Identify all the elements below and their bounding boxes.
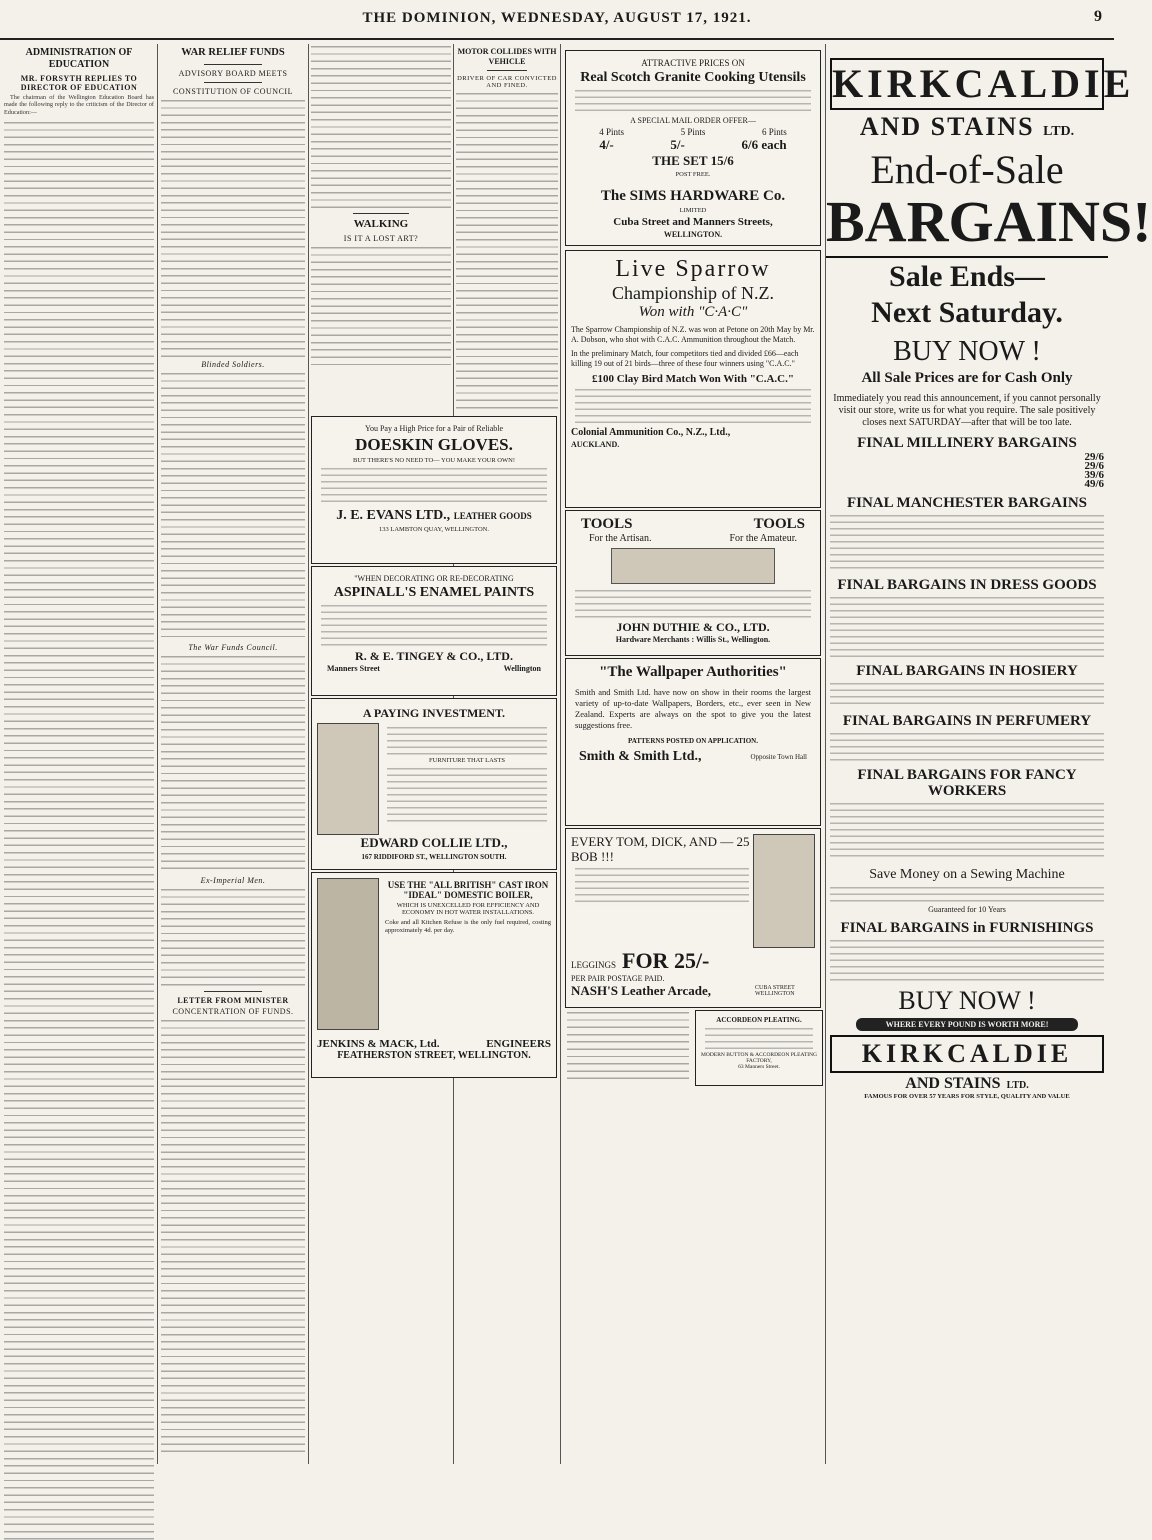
ad-accordeon	[695, 1006, 823, 1090]
divider	[487, 70, 528, 71]
ad-text: WHICH IS UNEXCELLED FOR EFFICIENCY AND ECONOMY IN HOT WATER INSTALLATIONS.	[396, 902, 540, 916]
leggings-illustration	[753, 834, 815, 948]
sale-ends: Sale Ends—	[826, 256, 1108, 294]
section-hosiery: FINAL BARGAINS IN HOSIERY	[856, 663, 1078, 679]
ad-text: "WHEN DECORATING OR RE-DECORATING	[354, 574, 514, 583]
furniture-illustration	[317, 723, 379, 835]
next-saturday: Next Saturday.	[871, 296, 1063, 329]
and-stains-bottom: AND STAINS	[905, 1075, 1001, 1092]
size-label: 6 Pints	[761, 127, 787, 137]
column-3-text	[311, 44, 451, 354]
ad-body	[705, 1026, 813, 1050]
ad-paragraph: The Sparrow Championship of N.Z. was won at Petone on 20th May by Mr. A. Dobson, who shot with C.A.C. Ammunition throughout the Match.	[571, 325, 815, 344]
ad-street: Manners Street	[327, 664, 380, 673]
divider	[353, 213, 409, 214]
article-heading: WALKING	[353, 218, 409, 230]
ad-text: Coke and all Kitchen Refuse is the only fuel required, costing approximately 4d. per day.	[385, 919, 551, 934]
ad-title: ASPINALL'S ENAMEL PAINTS	[333, 585, 535, 600]
and-stains: AND STAINS	[859, 112, 1035, 141]
post-free: POST FREE.	[675, 171, 711, 178]
ad-collie	[309, 694, 559, 874]
article-subheading: DRIVER OF CAR CONVICTED AND FINED.	[457, 75, 557, 90]
ad-paragraph: Smith and Smith Ltd. have now on show in their rooms the largest variety of up-to-date Wallpapers, Borders, etc., ever seen in New Zealand. Experts are always on the spot to give you the latest suggestions free.	[575, 687, 811, 730]
ad-address: Hardware Merchants : Willis St., Wellington.	[615, 635, 771, 644]
ad-price: FOR 25/-	[622, 948, 710, 973]
ad-subtitle: For the Artisan.	[589, 533, 652, 544]
article-body	[161, 371, 305, 641]
ad-address: 63 Manners Street.	[738, 1064, 780, 1070]
section-sewing: Save Money on a Sewing Machine	[869, 867, 1065, 882]
buy-now: BUY NOW !	[893, 336, 1041, 367]
ad-firm: MODERN BUTTON & ACCORDEON PLEATING FACTORY,	[701, 1052, 818, 1064]
ad-viavi	[563, 1006, 693, 1086]
article-body	[161, 887, 305, 987]
ad-title: A PAYING INVESTMENT.	[362, 706, 506, 720]
article-subheading: CONSTITUTION OF COUNCIL	[173, 86, 293, 96]
ad-address: 167 RIDDIFORD ST., WELLINGTON SOUTH.	[361, 853, 507, 861]
ad-firm: Smith & Smith Ltd.,	[579, 749, 702, 764]
ad-subtitle: PER PAIR POSTAGE PAID.	[571, 974, 665, 983]
divider	[204, 82, 262, 83]
ad-subtitle: PATTERNS POSTED ON APPLICATION.	[628, 737, 758, 745]
ad-title: DOESKIN GLOVES.	[355, 435, 513, 454]
pound-slogan: WHERE EVERY POUND IS WORTH MORE!	[856, 1018, 1078, 1031]
section-perfumery: FINAL BARGAINS IN PERFUMERY	[842, 713, 1092, 729]
section-millinery: FINAL MILLINERY BARGAINS	[857, 435, 1077, 451]
ad-nash	[563, 824, 823, 1012]
ad-firm: EDWARD COLLIE LTD.,	[360, 835, 508, 850]
ad-firm: J. E. EVANS LTD.,	[336, 508, 451, 523]
article-heading: ADMINISTRATION OF EDUCATION	[25, 47, 133, 70]
ad-body	[321, 603, 547, 647]
ad-address: FEATHERSTON STREET, WELLINGTON.	[337, 1050, 531, 1061]
section-body	[830, 731, 1104, 761]
section-body	[830, 885, 1104, 903]
ad-address: Opposite Town Hall	[750, 753, 807, 761]
ad-title: EVERY TOM, DICK, AND — 25 BOB !!!	[571, 834, 750, 864]
article-lead: The chairman of the Wellington Education Board has made the following reply to the criticism of the Director of Education:—	[4, 94, 154, 116]
column-motor	[456, 44, 558, 404]
ad-body	[567, 1010, 689, 1080]
section-furnishings: FINAL BARGAINS in FURNISHINGS	[840, 920, 1094, 936]
ad-subtitle: For the Amateur.	[729, 533, 797, 544]
article-subheading: ADVISORY BOARD MEETS	[178, 68, 288, 78]
ad-text: ATTRACTIVE PRICES ON	[641, 58, 745, 68]
article-subheading: MR. FORSYTH REPLIES TO DIRECTOR OF EDUCATION	[20, 74, 138, 92]
article-heading: WAR RELIEF FUNDS	[181, 47, 285, 58]
section-heading: The War Funds Council.	[188, 642, 278, 652]
store-footer: FAMOUS FOR OVER 57 YEARS FOR STYLE, QUALITY AND VALUE	[864, 1093, 1070, 1100]
ad-paragraph: In the preliminary Match, four competitors tied and divided £66—each killing 19 out of 21 birds—three of these four winners using "C.A.C."	[571, 349, 799, 368]
tools-illustration	[611, 548, 775, 584]
ad-body	[575, 866, 749, 906]
article-body	[311, 44, 451, 209]
ad-sims	[563, 46, 823, 250]
ltd-label: LTD.	[1043, 124, 1075, 139]
ad-body	[321, 466, 547, 502]
article-body	[311, 245, 451, 365]
ad-firm: JOHN DUTHIE & CO., LTD.	[616, 620, 770, 634]
price: 49/6	[1084, 478, 1104, 490]
store-name-bottom: KIRKCALDIE	[830, 1035, 1104, 1073]
price-label: 5/-	[670, 137, 685, 152]
ad-jenkins	[309, 868, 559, 1082]
intro-text: Immediately you read this announcement, if you cannot personally visit our store, write us for what you require. The sale positively closes next SATURDAY—after that will be too late.	[833, 393, 1101, 428]
article-body	[161, 98, 305, 358]
article-body	[161, 654, 305, 874]
ad-firm-tail: LEATHER GOODS	[453, 511, 532, 521]
section-body	[830, 513, 1104, 571]
ad-firm: JENKINS & MACK, Ltd.	[317, 1038, 440, 1050]
section-body	[830, 938, 1104, 984]
masthead	[0, 0, 1114, 40]
divider	[204, 991, 262, 992]
ad-body	[387, 766, 547, 826]
ad-kirkcaldie	[826, 50, 1152, 1460]
ad-title: Real Scotch Granite Cooking Utensils	[580, 70, 806, 85]
ad-subtitle: £100 Clay Bird Match Won With "C.A.C."	[592, 373, 794, 385]
ad-body	[575, 588, 811, 618]
ad-offer: A SPECIAL MAIL ORDER OFFER—	[630, 116, 756, 125]
ad-city: AUCKLAND.	[571, 440, 620, 449]
divider	[204, 64, 262, 65]
price: 39/6	[1084, 469, 1104, 481]
ad-tools	[563, 506, 823, 660]
section-heading: LETTER FROM MINISTER	[177, 995, 289, 1005]
ad-city: Wellington	[503, 664, 541, 673]
ad-title: TOOLS	[581, 516, 633, 532]
ad-aspinall	[309, 562, 559, 700]
section-heading: CONCENTRATION OF FUNDS.	[172, 1006, 294, 1016]
article-body	[4, 120, 154, 1540]
ad-firm: Colonial Ammunition Co., N.Z., Ltd.,	[571, 427, 731, 438]
column-education	[4, 44, 154, 1464]
size-label: 4 Pints	[599, 127, 625, 137]
ad-text: BUT THERE'S NO NEED TO— YOU MAKE YOUR OWN!	[353, 457, 515, 464]
size-label: 5 Pints	[680, 127, 706, 137]
price-label: 4/-	[599, 137, 614, 152]
section-fancy: FINAL BARGAINS FOR FANCY WORKERS	[857, 767, 1077, 799]
column-rule	[157, 44, 158, 1464]
ad-firm: R. & E. TINGEY & CO., LTD.	[355, 649, 513, 663]
ad-title: Won with "C·A·C"	[638, 304, 748, 320]
ltd-label-bottom: LTD.	[1006, 1080, 1029, 1091]
ad-firm: The SIMS HARDWARE Co.	[600, 188, 786, 204]
ad-title: ACCORDEON PLEATING.	[716, 1016, 802, 1024]
ad-doeskin	[309, 412, 559, 568]
column-rule	[560, 44, 561, 1464]
ad-body	[575, 387, 811, 423]
ad-body	[575, 88, 811, 114]
ad-wallpaper	[563, 654, 823, 830]
ad-address: CUBA STREET WELLINGTON	[755, 985, 795, 997]
newspaper-title: THE DOMINION, WEDNESDAY, AUGUST 17, 1921.	[362, 10, 752, 26]
set-price: THE SET 15/6	[652, 153, 734, 168]
ad-address: 133 LAMBTON QUAY, WELLINGTON.	[379, 526, 489, 533]
ad-body	[387, 725, 547, 755]
article-subheading: IS IT A LOST ART?	[343, 234, 419, 244]
section-body	[830, 595, 1104, 657]
ad-subtitle: FURNITURE THAT LASTS	[429, 757, 505, 764]
page-number: 9	[1094, 8, 1102, 25]
cash-only: All Sale Prices are for Cash Only	[861, 370, 1073, 386]
ad-title: TOOLS	[753, 516, 805, 532]
section-body	[830, 681, 1104, 707]
price: 29/6	[1084, 451, 1104, 463]
ad-title: Live Sparrow	[615, 256, 771, 282]
boiler-illustration	[317, 878, 379, 1030]
ad-cac	[563, 246, 823, 512]
article-body	[161, 1018, 305, 1458]
ad-title: USE THE "ALL BRITISH" CAST IRON "IDEAL" DOMESTIC BOILER,	[387, 880, 549, 900]
ad-text: You Pay a High Price for a Pair of Reliable	[364, 424, 504, 433]
price-label: 6/6 each	[741, 137, 787, 152]
article-body	[456, 91, 558, 411]
ad-firm: NASH'S Leather Arcade,	[571, 983, 711, 998]
ad-city: WELLINGTON.	[663, 230, 723, 239]
section-heading: Ex-Imperial Men.	[200, 875, 266, 885]
bargains-headline: BARGAINS!	[826, 189, 1152, 254]
article-heading: MOTOR COLLIDES WITH VEHICLE	[457, 47, 557, 66]
guarantee: Guaranteed for 10 Years	[928, 905, 1006, 914]
ad-address: Cuba Street and Manners Streets,	[613, 216, 773, 228]
ad-title: "The Wallpaper Authorities"	[599, 664, 787, 680]
ad-limited: LIMITED	[679, 207, 707, 214]
price: 29/6	[1084, 460, 1104, 472]
ad-title: Championship of N.Z.	[612, 283, 774, 303]
buy-now-bottom: BUY NOW !	[898, 986, 1036, 1015]
end-of-sale: End-of-Sale	[870, 147, 1064, 192]
section-body	[830, 801, 1104, 861]
section-dress: FINAL BARGAINS IN DRESS GOODS	[837, 577, 1097, 593]
store-name: KIRKCALDIE	[830, 58, 1104, 110]
ad-role: ENGINEERS	[486, 1038, 551, 1050]
ad-label: LEGGINGS	[571, 960, 616, 970]
section-manchester: FINAL MANCHESTER BARGAINS	[846, 495, 1088, 511]
section-heading: Blinded Soldiers.	[201, 359, 265, 369]
column-war-relief	[161, 44, 305, 1464]
